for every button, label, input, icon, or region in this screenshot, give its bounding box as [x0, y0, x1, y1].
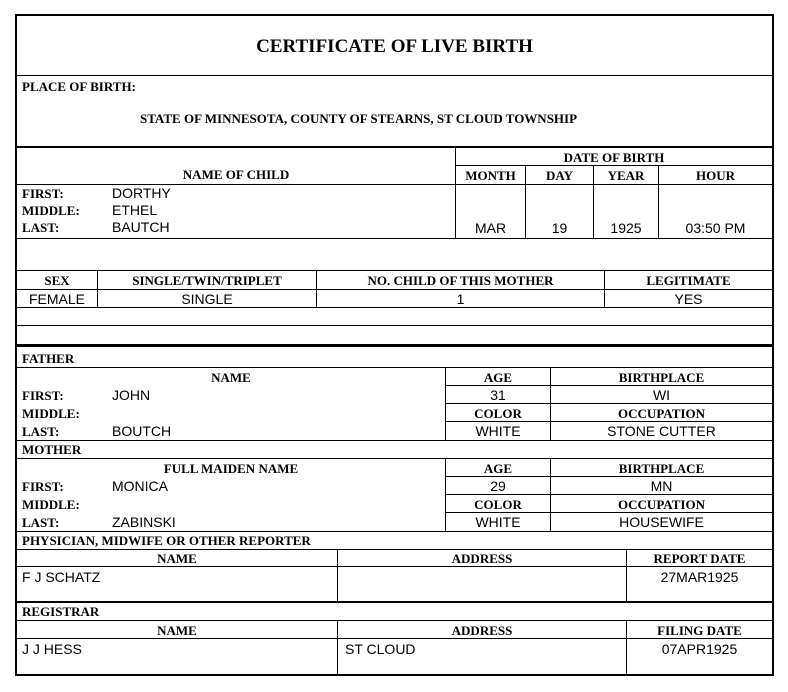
place-of-birth-label: PLACE OF BIRTH:: [22, 79, 136, 94]
mother-section-title: MOTHER: [22, 442, 82, 457]
mother-name-header: FULL MAIDEN NAME: [163, 461, 299, 476]
plurality-value: SINGLE: [181, 291, 233, 307]
report-date: 27MAR1925: [660, 569, 739, 585]
date-of-birth-header: DATE OF BIRTH: [563, 150, 665, 165]
child-last-name: BAUTCH: [112, 219, 170, 235]
father-middle-label: MIDDLE:: [22, 406, 80, 421]
father-age-label: AGE: [483, 370, 513, 385]
mother-first-label: FIRST:: [22, 479, 64, 494]
father-color-label: COLOR: [474, 406, 522, 421]
registrar-name: J J HESS: [22, 641, 82, 657]
father-name-header: NAME: [211, 370, 251, 385]
filing-date: 07APR1925: [661, 641, 738, 657]
father-first-label: FIRST:: [22, 388, 64, 403]
plurality-label: SINGLE/TWIN/TRIPLET: [132, 273, 282, 288]
mother-birthplace-label: BIRTHPLACE: [618, 461, 705, 476]
registrar-address: ST CLOUD: [345, 641, 416, 657]
mother-occupation-label: OCCUPATION: [618, 497, 705, 512]
birth-year: 1925: [610, 220, 642, 236]
mother-last-label: LAST:: [22, 515, 60, 530]
father-occupation: STONE CUTTER: [607, 423, 716, 439]
birth-month: MAR: [474, 220, 507, 236]
physician-name-label: NAME: [157, 551, 197, 566]
father-color: WHITE: [475, 423, 521, 439]
mother-color-label: COLOR: [474, 497, 522, 512]
mother-age-label: AGE: [483, 461, 513, 476]
child-number-value: 1: [456, 291, 465, 307]
child-name-header: NAME OF CHILD: [182, 167, 290, 182]
father-section-title: FATHER: [22, 351, 75, 366]
mother-age: 29: [490, 478, 506, 494]
birth-year-label: YEAR: [607, 168, 645, 183]
report-date-label: REPORT DATE: [653, 551, 746, 566]
child-middle-name: ETHEL: [112, 202, 158, 218]
registrar-name-label: NAME: [157, 623, 197, 638]
child-first-name: DORTHY: [112, 185, 171, 201]
sex-label: SEX: [44, 273, 70, 288]
birth-hour-label: HOUR: [696, 168, 735, 183]
child-number-label: NO. CHILD OF THIS MOTHER: [367, 273, 554, 288]
father-birthplace-label: BIRTHPLACE: [618, 370, 705, 385]
sex-value: FEMALE: [28, 291, 85, 307]
mother-middle-label: MIDDLE:: [22, 497, 80, 512]
physician-name: F J SCHATZ: [22, 569, 101, 585]
child-last-label: LAST:: [22, 220, 60, 235]
child-middle-label: MIDDLE:: [22, 203, 80, 218]
father-first-name: JOHN: [112, 387, 151, 403]
father-last-label: LAST:: [22, 424, 60, 439]
legitimate-value: YES: [674, 291, 703, 307]
registrar-address-label: ADDRESS: [451, 623, 513, 638]
birth-day-label: DAY: [546, 168, 573, 183]
father-birthplace: WI: [652, 387, 671, 403]
mother-occupation: HOUSEWIFE: [619, 514, 704, 530]
registrar-section-title: REGISTRAR: [22, 604, 100, 619]
physician-address-label: ADDRESS: [451, 551, 513, 566]
mother-last-name: ZABINSKI: [112, 514, 176, 530]
birth-day: 19: [551, 220, 568, 236]
legitimate-label: LEGITIMATE: [646, 273, 731, 288]
father-age: 31: [490, 387, 506, 403]
birth-month-label: MONTH: [465, 168, 516, 183]
father-last-name: BOUTCH: [112, 423, 172, 439]
place-of-birth-value: STATE OF MINNESOTA, COUNTY OF STEARNS, ST CLOUD TOWNSHIP: [140, 111, 578, 126]
child-first-label: FIRST:: [22, 186, 64, 201]
physician-section-title: PHYSICIAN, MIDWIFE OR OTHER REPORTER: [22, 533, 311, 548]
certificate-title: CERTIFICATE OF LIVE BIRTH: [256, 36, 533, 57]
filing-date-label: FILING DATE: [657, 623, 742, 638]
birth-hour: 03:50 PM: [685, 220, 746, 236]
mother-first-name: MONICA: [112, 478, 168, 494]
mother-color: WHITE: [475, 514, 521, 530]
father-occupation-label: OCCUPATION: [618, 406, 705, 421]
mother-birthplace: MN: [650, 478, 673, 494]
